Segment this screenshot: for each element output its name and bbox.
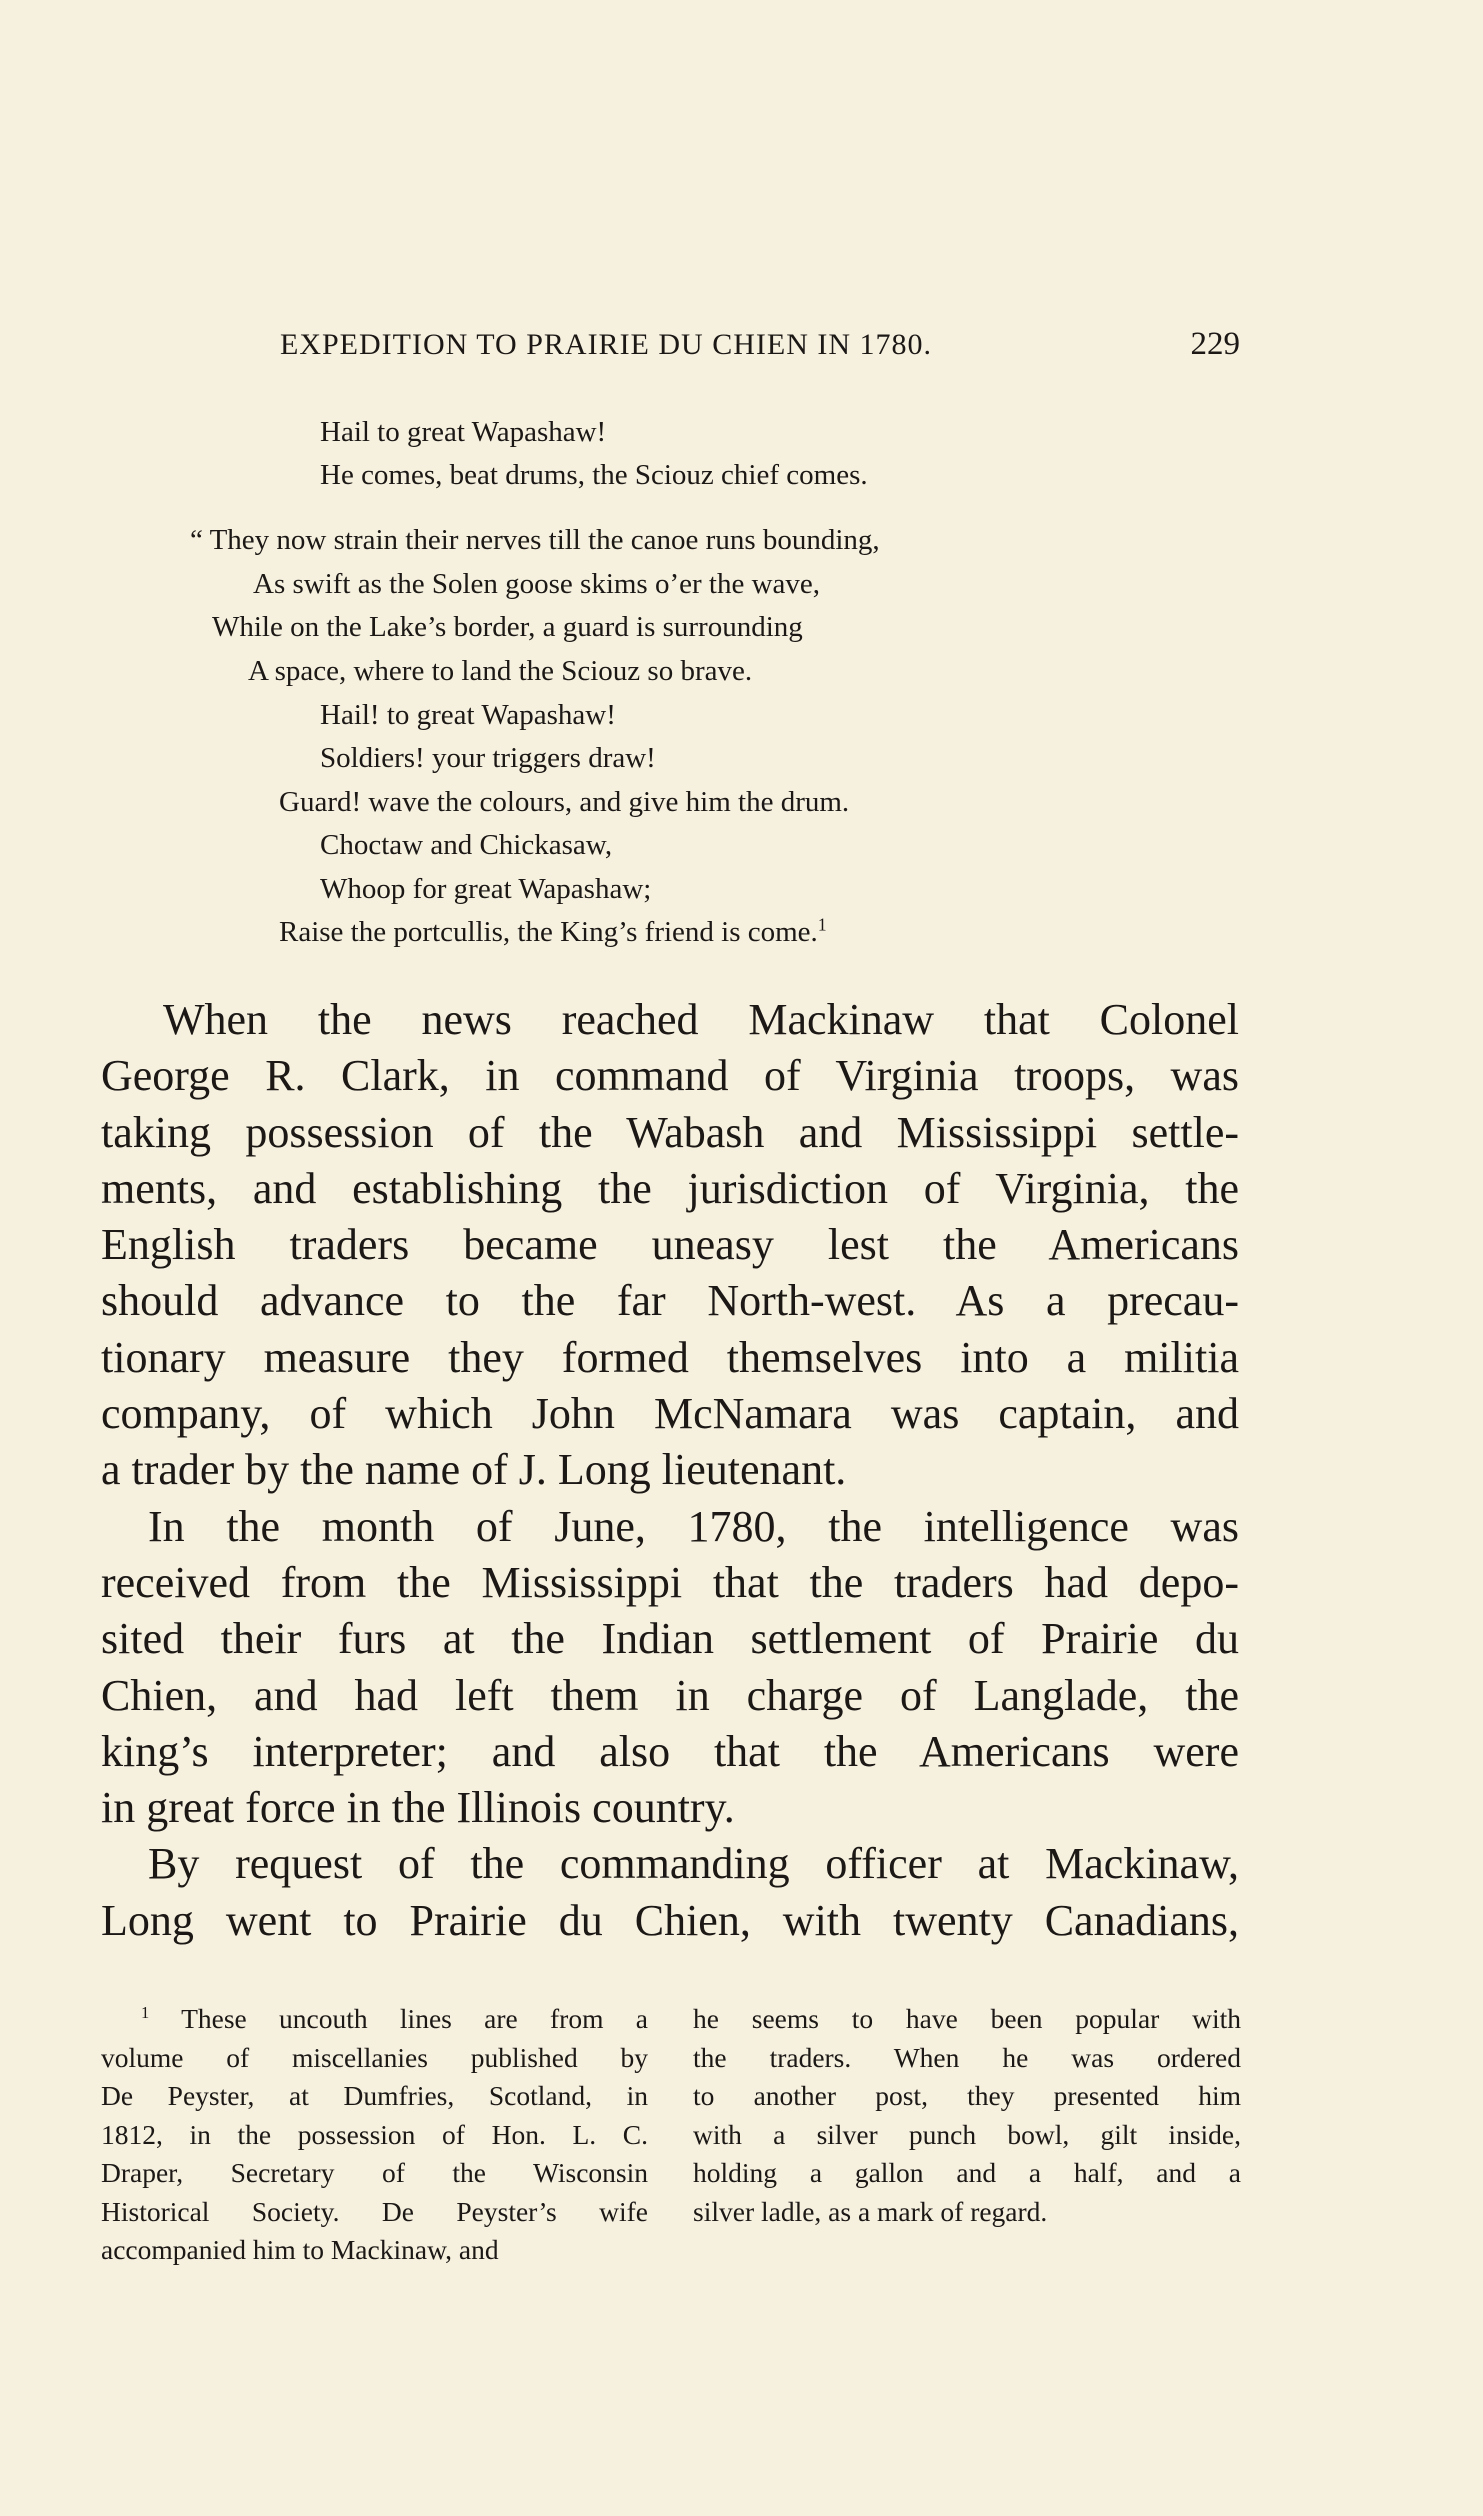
footnote-line	[101, 2000, 648, 2039]
paragraph-2	[101, 1499, 1239, 1837]
verse-line: Hail! to great Wapashaw!	[320, 699, 616, 731]
text-line: English traders became uneasy lest the Americans	[101, 1220, 1239, 1270]
running-title: EXPEDITION TO PRAIRIE DU CHIEN IN 1780.	[280, 328, 933, 361]
text-line: a trader by the name of J. Long lieutenant.	[101, 1445, 847, 1495]
footnote-line: the traders. When he was ordered	[693, 2041, 1241, 2073]
footnote-number: 1	[141, 2003, 150, 2023]
verse-line: A space, where to land the Sciouz so brave.	[248, 655, 753, 687]
verse-line-text: Raise the portcullis, the King’s friend is come.	[279, 916, 818, 948]
footnote-line: with a silver punch bowl, gilt inside,	[693, 2118, 1241, 2150]
text-line: Long went to Prairie du Chien, with twenty Canadians,	[101, 1895, 1239, 1945]
footnote-line: he seems to have been popular with	[693, 2003, 1241, 2034]
text-line: ments, and establishing the jurisdiction of Virginia, the	[101, 1163, 1239, 1213]
text-line: king’s interpreter; and also that the Americans were	[101, 1726, 1239, 1776]
verse-line: As swift as the Solen goose skims o’er the wave,	[253, 568, 821, 600]
verse-line: Hail to great Wapashaw!	[320, 416, 607, 448]
verse-line: Guard! wave the colours, and give him the drum.	[279, 786, 850, 818]
footnote-line: holding a gallon and a half, and a	[693, 2157, 1241, 2188]
paragraph-1	[101, 992, 1239, 1499]
text-line: When the news reached Mackinaw that Colonel	[163, 995, 1239, 1044]
text-line: George R. Clark, in command of Virginia troops, was	[101, 1051, 1239, 1101]
page-number: 229	[1190, 326, 1240, 362]
footnote-line-text: These uncouth lines are from a	[181, 2003, 648, 2034]
body-text	[101, 992, 1239, 1949]
verse-line: While on the Lake’s border, a guard is surrounding	[212, 611, 803, 643]
footnote-line: Historical Society. De Peyster’s wife	[101, 2195, 648, 2227]
verse-line: “ They now strain their nerves till the canoe runs bounding,	[190, 524, 880, 556]
text-line: company, of which John McNamara was captain, and	[101, 1389, 1239, 1439]
text-line: sited their furs at the Indian settlement of Prairie du	[101, 1614, 1239, 1664]
verse-line: He comes, beat drums, the Sciouz chief comes.	[320, 459, 868, 491]
footnote-line: Draper, Secretary of the Wisconsin	[101, 2157, 648, 2188]
text-line: By request of the commanding officer at Mackinaw,	[148, 1839, 1239, 1889]
footnote-line: De Peyster, at Dumfries, Scotland, in	[101, 2080, 648, 2111]
verse-line	[279, 914, 827, 950]
text-line: in great force in the Illinois country.	[101, 1783, 735, 1833]
footnote-column-left	[101, 2000, 648, 2270]
running-header	[280, 326, 1240, 363]
text-line: taking possession of the Wabash and Mississippi settle-	[101, 1107, 1239, 1157]
footnote-column-right	[693, 2000, 1241, 2270]
verse-line: Choctaw and Chickasaw,	[320, 829, 613, 861]
verse-line: Soldiers! your triggers draw!	[320, 742, 656, 774]
footnote-line: 1812, in the possession of Hon. L. C.	[101, 2118, 648, 2150]
footnote-line: silver ladle, as a mark of regard.	[693, 2195, 1048, 2227]
footnote	[101, 2000, 1241, 2270]
text-line: received from the Mississippi that the traders had depo-	[101, 1557, 1239, 1607]
text-line: should advance to the far North-west. As a precau-	[101, 1276, 1239, 1326]
footnote-line: volume of miscellanies published by	[101, 2041, 648, 2073]
text-line: Chien, and had left them in charge of Langlade, the	[101, 1670, 1239, 1720]
verse-line: Whoop for great Wapashaw;	[320, 873, 652, 905]
paragraph-3	[101, 1836, 1239, 1949]
footnote-marker: 1	[817, 914, 827, 935]
text-line: tionary measure they formed themselves into a militia	[101, 1332, 1239, 1382]
text-line: In the month of June, 1780, the intelligence was	[148, 1501, 1239, 1551]
footnote-line: accompanied him to Mackinaw, and	[101, 2234, 499, 2265]
footnote-line: to another post, they presented him	[693, 2080, 1241, 2111]
